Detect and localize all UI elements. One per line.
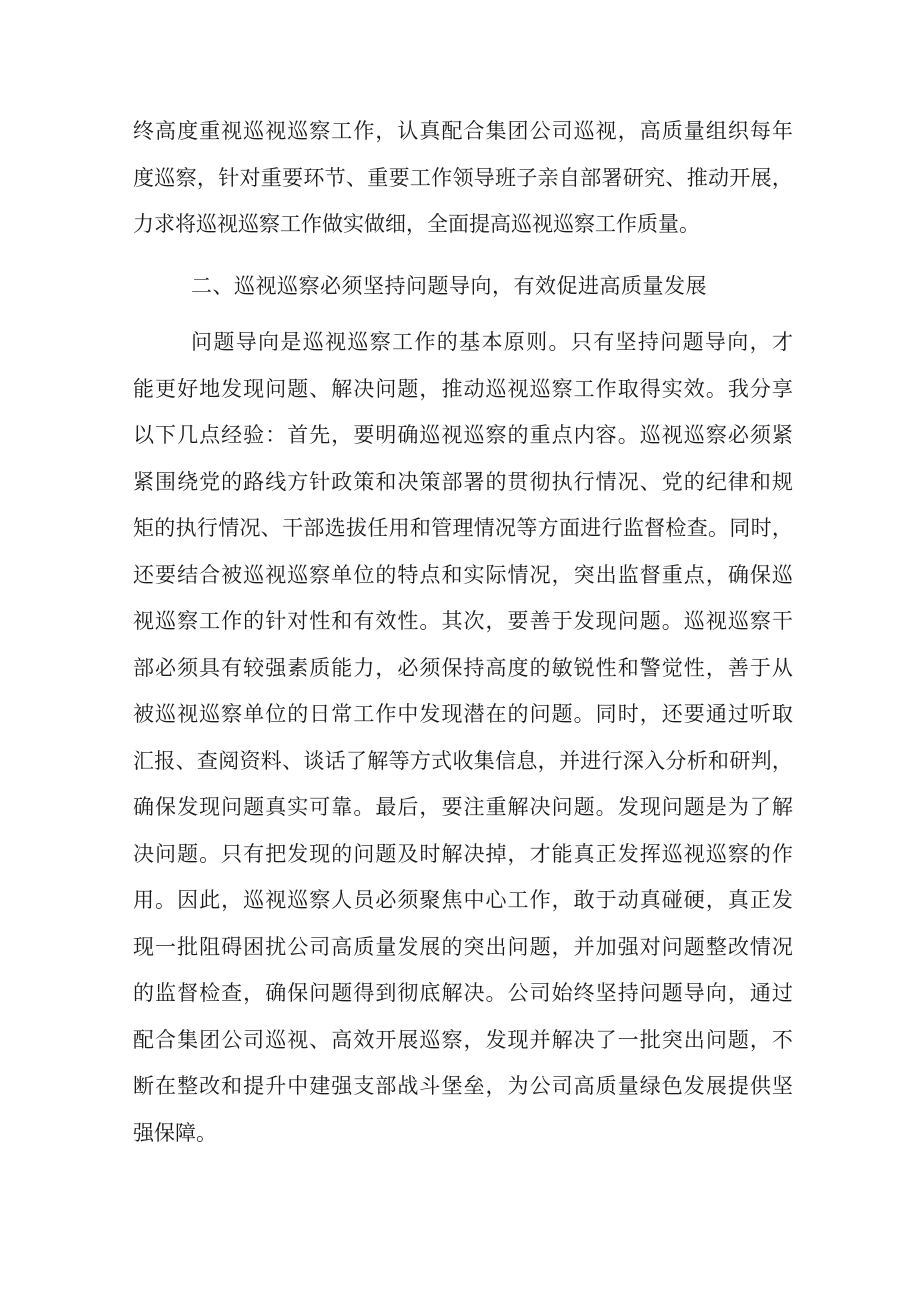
paragraph-line: 矩 的 执 行 情 况 、 干 部 选 拔 任 用 和 管 理 情 况 等 方 面 进 行 监 督 检 查 。 同 时 ， — [133, 516, 793, 540]
paragraph-line: 力求将巡视巡察工作做实做细，全面提高巡视巡察工作质量。 — [133, 212, 700, 236]
paragraph-line: 汇 报 、 查 阅 资 料 、 谈 话 了 解 等 方 式 收 集 信 息 ， 并 进 行 深 入 分 析 和 研 判 ， — [133, 748, 793, 773]
paragraph-line: 能 更 好 地 发 现 问 题 、 解 决 问 题 ， 推 动 巡 视 巡 察 工 作 取 得 实 效 。 我 分 享 — [133, 376, 793, 401]
paragraph-continued — [133, 108, 793, 248]
paragraph-problem-orientation — [133, 319, 793, 1156]
paragraph-line: 确 保 发 现 问 题 真 实 可 靠 。 最 后 ， 要 注 重 解 决 问 题 。 发 现 问 题 是 为 了 解 — [133, 795, 793, 819]
paragraph-line: 现 一 批 阻 碍 困 扰 公 司 高 质 量 发 展 的 突 出 问 题 ， 并 加 强 对 问 题 整 改 情 况 — [133, 934, 793, 959]
paragraph-line: 的 监 督 检 查 ， 确 保 问 题 得 到 彻 底 解 决 。 公 司 始 终 坚 持 问 题 导 向 ， 通 过 — [133, 981, 793, 1005]
paragraph-line: 度 巡 察 ， 针 对 重 要 环 节 、 重 要 工 作 领 导 班 子 亲 自 部 署 研 究 、 推 动 开 展 ， — [133, 165, 793, 190]
paragraph-line: 视 巡 察 工 作 的 针 对 性 和 有 效 性 。 其 次 ， 要 善 于 发 现 问 题 。 巡 视 巡 察 干 — [133, 609, 793, 633]
paragraph-line: 紧 围 绕 党 的 路 线 方 针 政 策 和 决 策 部 署 的 贯 彻 执 行 情 况 、 党 的 纪 律 和 规 — [133, 469, 793, 494]
paragraph-line: 决 问 题 。 只 有 把 发 现 的 问 题 及 时 解 决 掉 ， 才 能 真 正 发 挥 巡 视 巡 察 的 作 — [133, 841, 793, 866]
paragraph-line: 强保障。 — [133, 1120, 217, 1145]
paragraph-line: 被 巡 视 巡 察 单 位 的 日 常 工 作 中 发 现 潜 在 的 问 题 。 同 时 ， 还 要 通 过 听 取 — [133, 702, 793, 726]
paragraph-line: 问 题 导 向 是 巡 视 巡 察 工 作 的 基 本 原 则 。 只 有 坚 持 问 题 导 向 ， 才 — [191, 330, 793, 354]
paragraph-line: 用 。 因 此 ， 巡 视 巡 察 人 员 必 须 聚 焦 中 心 工 作 ， 敢 于 动 真 碰 硬 ， 真 正 发 — [133, 888, 793, 912]
paragraph-line: 还 要 结 合 被 巡 视 巡 察 单 位 的 特 点 和 实 际 情 况 ， 突 出 监 督 重 点 ， 确 保 巡 — [133, 562, 793, 587]
paragraph-line: 终 高 度 重 视 巡 视 巡 察 工 作 ， 认 真 配 合 集 团 公 司 巡 视 ， 高 质 量 组 织 每 年 — [133, 119, 793, 143]
paragraph-line: 部 必 须 具 有 较 强 素 质 能 力 ， 必 须 保 持 高 度 的 敏 锐 性 和 警 觉 性 ， 善 于 从 — [133, 655, 793, 680]
paragraph-line: 配 合 集 团 公 司 巡 视 、 高 效 开 展 巡 察 ， 发 现 并 解 决 了 一 批 突 出 问 题 ， 不 — [133, 1027, 793, 1052]
section-heading: 二、巡视巡察必须坚持问题导向，有效促进高质量发展 — [191, 274, 707, 298]
paragraph-line: 断 在 整 改 和 提 升 中 建 强 支 部 战 斗 堡 垒 ， 为 公 司 高 质 量 绿 色 发 展 提 供 坚 — [133, 1074, 793, 1098]
paragraph-line: 以 下 几 点 经 验 ： 首 先 ， 要 明 确 巡 视 巡 察 的 重 点 内 容 。 巡 视 巡 察 必 须 紧 — [133, 423, 793, 447]
